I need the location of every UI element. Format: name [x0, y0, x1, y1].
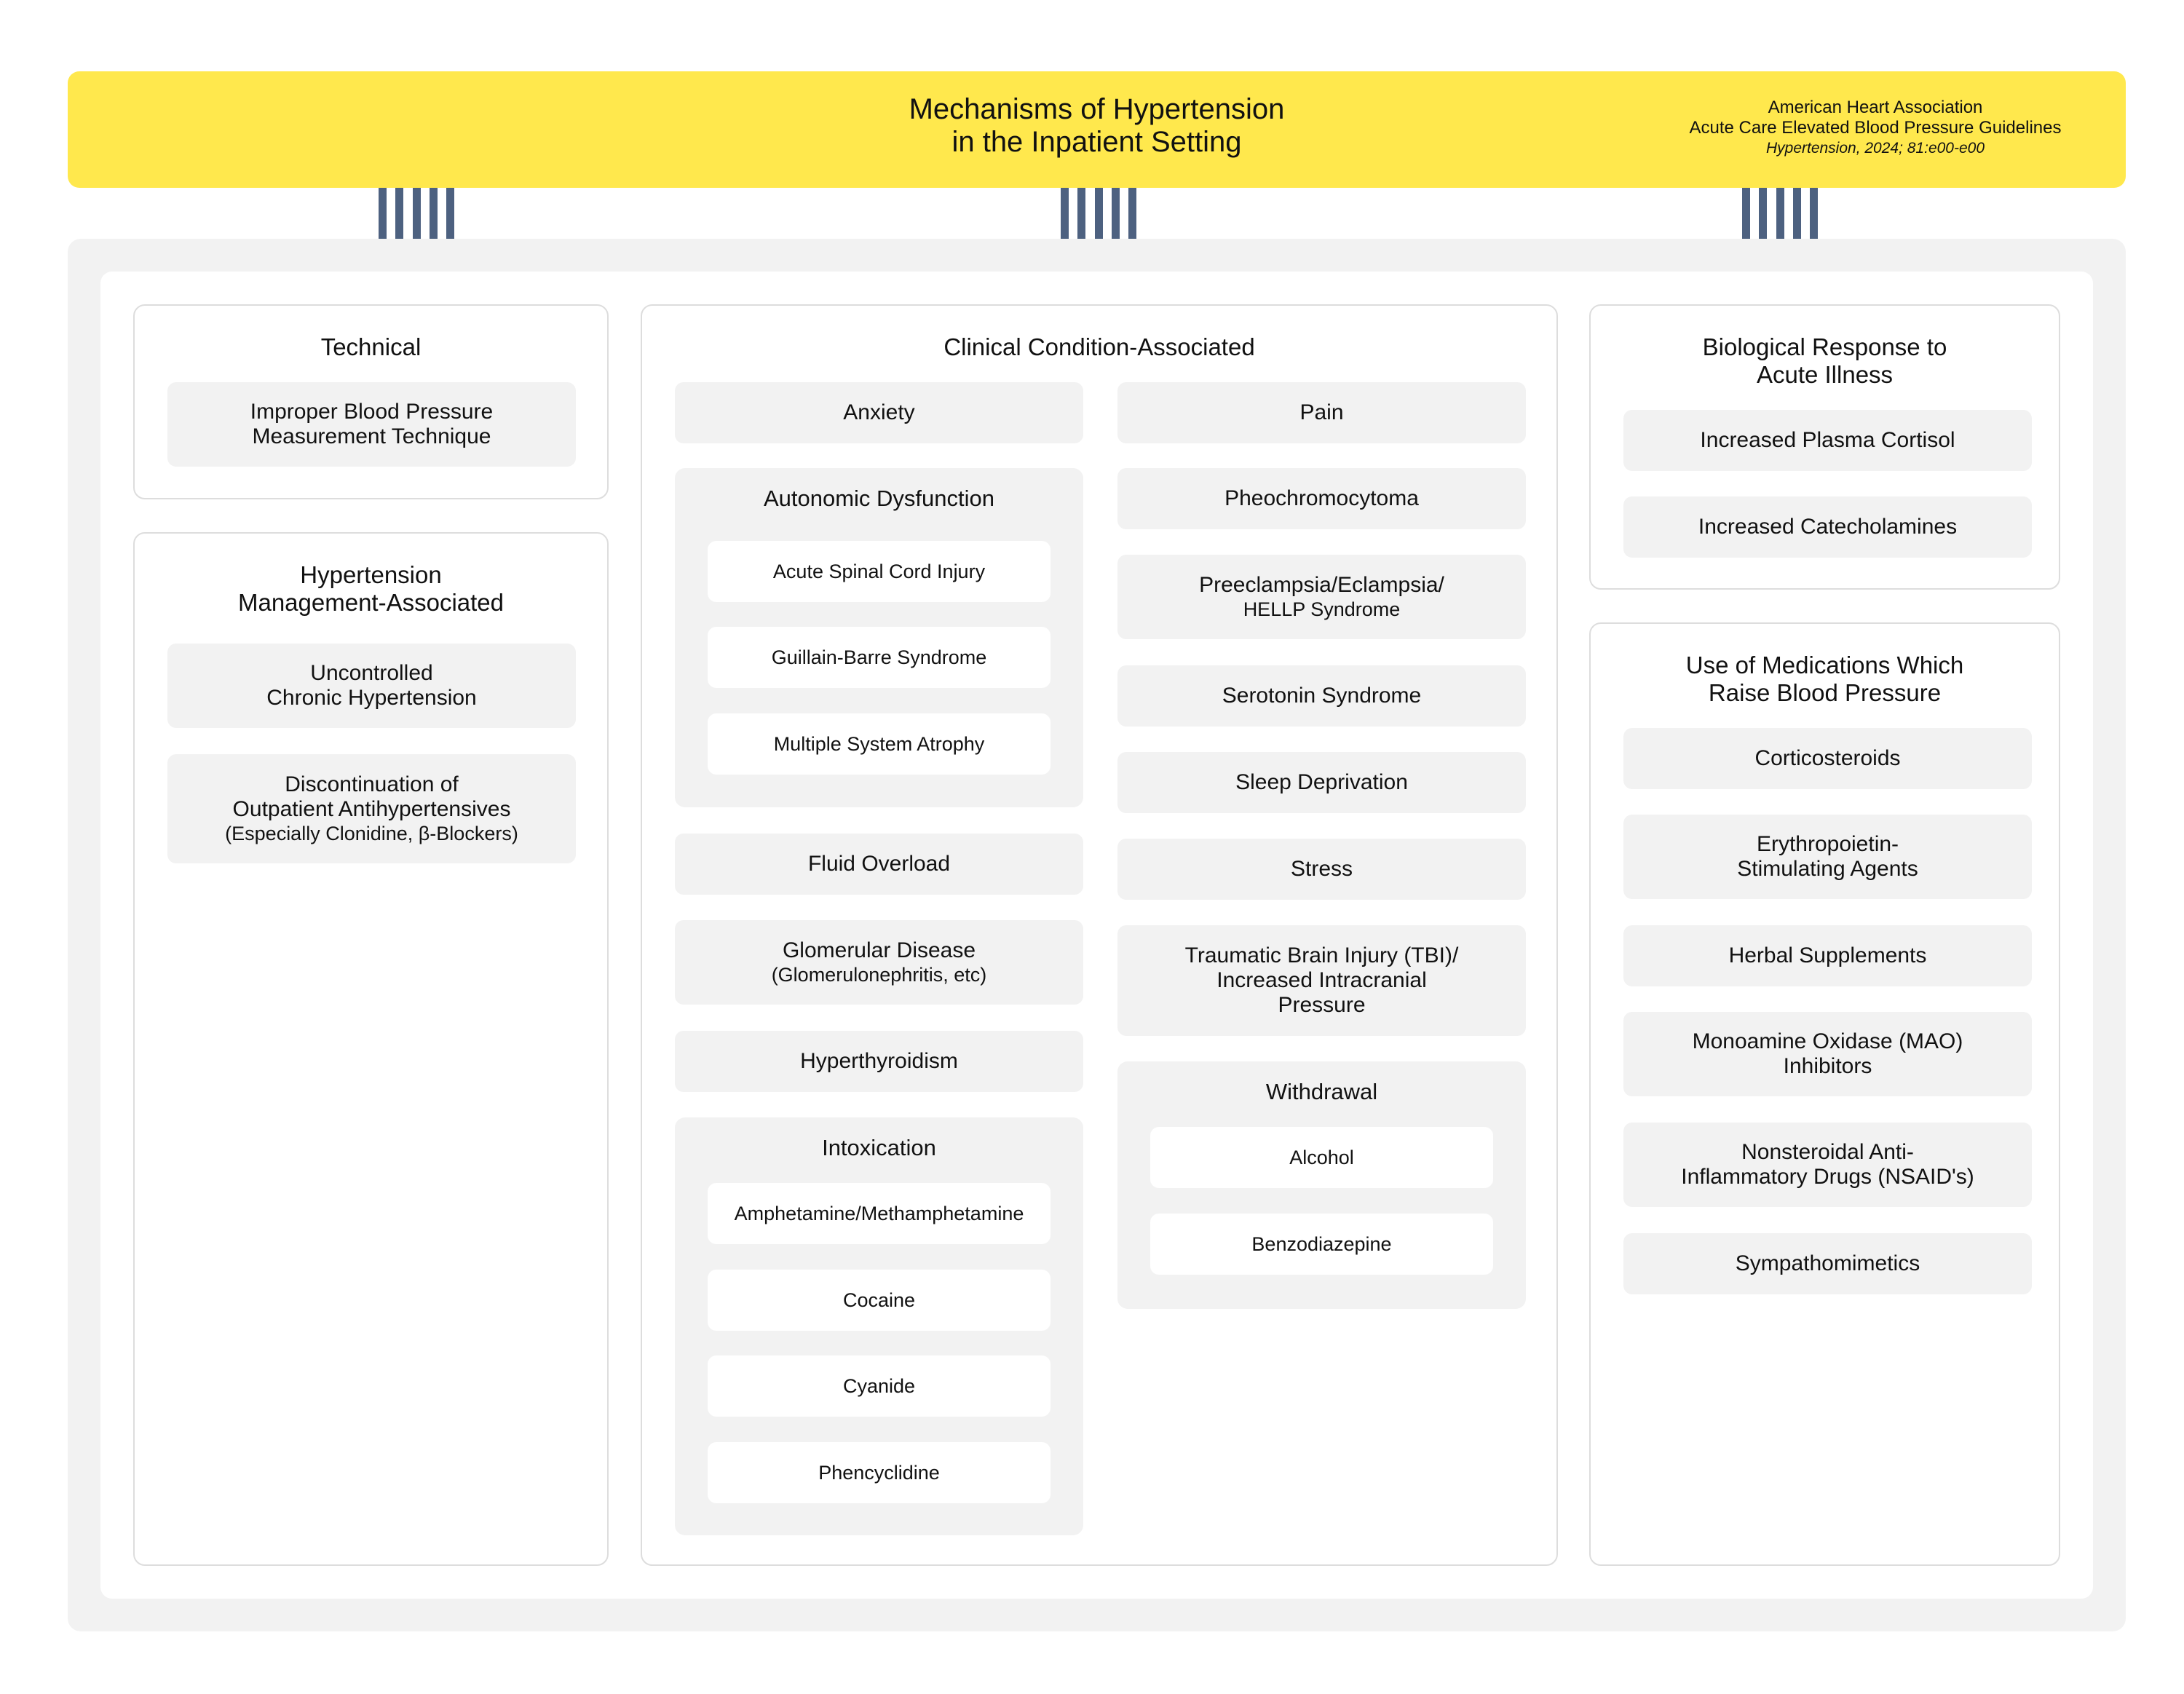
improper-measurement-box: [167, 382, 576, 467]
phencyclidine-label: Phencyclidine: [818, 1462, 940, 1484]
pheochromocytoma-label: Pheochromocytoma: [1224, 486, 1419, 510]
plasma-cortisol-label: Increased Plasma Cortisol: [1700, 428, 1955, 452]
esa-line-2: Stimulating Agents: [1737, 857, 1918, 881]
esa-line-1: Erythropoietin-: [1756, 832, 1899, 856]
management-panel: [133, 532, 609, 1566]
preeclampsia-box: [1117, 555, 1526, 639]
sympathomimetics-box: [1623, 1233, 2032, 1294]
clinical-title-text: Clinical Condition-Associated: [943, 333, 1255, 360]
tbi-box: [1117, 925, 1526, 1036]
corticosteroids-box: [1623, 728, 2032, 789]
title-line-1: Mechanisms of Hypertension: [909, 93, 1285, 125]
cyanide-box: [708, 1355, 1051, 1417]
benzodiazepine-label: Benzodiazepine: [1251, 1233, 1392, 1255]
esa-box: [1623, 815, 2032, 899]
uncontrolled-hypertension-box: [167, 644, 576, 728]
catecholamines-box: [1623, 496, 2032, 558]
sympathomimetics-label: Sympathomimetics: [1735, 1251, 1920, 1275]
tbi-line-1: Traumatic Brain Injury (TBI)/: [1184, 943, 1459, 967]
clinical-title: [642, 333, 1556, 361]
connector-center: [1061, 188, 1136, 239]
stress-box: [1117, 839, 1526, 900]
multiple-system-atrophy-label: Multiple System Atrophy: [773, 733, 985, 755]
discontinuation-box: [167, 754, 576, 863]
preeclampsia-line-2: HELLP Syndrome: [1243, 598, 1401, 620]
plasma-cortisol-box: [1623, 410, 2032, 471]
uncontrolled-line-1: Uncontrolled: [310, 661, 433, 685]
title-line-2: in the Inpatient Setting: [951, 126, 1242, 158]
cocaine-label: Cocaine: [842, 1289, 916, 1311]
categories-container: [68, 239, 2126, 1631]
benzodiazepine-box: [1150, 1214, 1493, 1275]
medications-title: [1591, 652, 2059, 707]
biological-title-line-2: Acute Illness: [1756, 361, 1894, 388]
header-banner: [68, 71, 2126, 188]
management-title: [135, 561, 607, 617]
hyperthyroidism-label: Hyperthyroidism: [800, 1049, 958, 1073]
pheochromocytoma-box: [1117, 468, 1526, 529]
connector-right: [1742, 188, 1818, 239]
nsaid-line-1: Nonsteroidal Anti-: [1741, 1140, 1914, 1164]
uncontrolled-line-2: Chronic Hypertension: [266, 686, 477, 710]
mao-line-2: Inhibitors: [1783, 1054, 1872, 1078]
guillain-barre-box: [708, 627, 1051, 688]
glomerular-line-2: (Glomerulonephritis, etc): [771, 964, 987, 986]
management-title-line-1: Hypertension: [300, 561, 442, 588]
cyanide-label: Cyanide: [842, 1375, 916, 1397]
fluid-overload-box: [675, 834, 1083, 895]
amphetamine-label: Amphetamine/Methamphetamine: [734, 1203, 1024, 1224]
tbi-line-3: Pressure: [1278, 993, 1366, 1017]
tbi-line-2: Increased Intracranial: [1216, 968, 1427, 992]
discontinuation-line-2: Outpatient Antihypertensives: [232, 797, 511, 821]
guillain-barre-label: Guillain-Barre Syndrome: [771, 646, 987, 668]
spinal-cord-injury-label: Acute Spinal Cord Injury: [772, 561, 986, 582]
serotonin-label: Serotonin Syndrome: [1222, 684, 1422, 708]
source-organization: American Heart Association: [1768, 98, 1983, 117]
alcohol-label: Alcohol: [1289, 1147, 1354, 1168]
pain-label: Pain: [1299, 400, 1344, 424]
discontinuation-line-3: (Especially Clonidine, β-Blockers): [225, 823, 518, 844]
cocaine-box: [708, 1270, 1051, 1331]
technical-panel: [133, 304, 609, 499]
autonomic-title: Autonomic Dysfunction: [763, 486, 995, 511]
preeclampsia-line-1: Preeclampsia/Eclampsia/: [1199, 573, 1444, 597]
herbal-supplements-box: [1623, 925, 2032, 986]
medications-title-line-2: Raise Blood Pressure: [1708, 679, 1942, 706]
multiple-system-atrophy-box: [708, 713, 1051, 775]
herbal-label: Herbal Supplements: [1728, 943, 1927, 967]
medications-title-line-1: Use of Medications Which: [1685, 652, 1964, 678]
connector-left: [379, 188, 454, 239]
hyperthyroidism-box: [675, 1031, 1083, 1092]
mao-line-1: Monoamine Oxidase (MAO): [1692, 1029, 1963, 1053]
biological-title: [1591, 333, 2059, 389]
nsaids-box: [1623, 1123, 2032, 1207]
amphetamine-box: [708, 1183, 1051, 1244]
pain-box: [1117, 382, 1526, 443]
anxiety-label: Anxiety: [843, 400, 915, 424]
mao-inhibitors-box: [1623, 1012, 2032, 1096]
nsaid-line-2: Inflammatory Drugs (NSAID's): [1681, 1165, 1974, 1189]
sleep-label: Sleep Deprivation: [1235, 770, 1408, 794]
autonomic-dysfunction-group: [675, 468, 1083, 807]
technical-title-text: Technical: [320, 333, 422, 360]
biological-title-line-1: Biological Response to: [1702, 333, 1947, 360]
corticosteroids-label: Corticosteroids: [1754, 746, 1901, 770]
glomerular-line-1: Glomerular Disease: [782, 938, 976, 962]
withdrawal-title: Withdrawal: [1265, 1079, 1378, 1104]
glomerular-disease-box: [675, 920, 1083, 1005]
intoxication-group: [675, 1117, 1083, 1535]
fluid-overload-label: Fluid Overload: [807, 852, 951, 876]
catecholamines-label: Increased Catecholamines: [1698, 515, 1958, 539]
withdrawal-group: [1117, 1061, 1526, 1309]
discontinuation-line-1: Discontinuation of: [285, 772, 459, 796]
source-guideline: Acute Care Elevated Blood Pressure Guidelines: [1689, 118, 2062, 138]
medications-panel: [1589, 622, 2060, 1566]
improper-line-2: Measurement Technique: [252, 424, 491, 448]
phencyclidine-box: [708, 1442, 1051, 1503]
stress-label: Stress: [1290, 857, 1353, 881]
categories-inner: [100, 272, 2093, 1599]
source-attribution: [1657, 98, 2094, 159]
management-title-line-2: Management-Associated: [237, 589, 505, 616]
source-citation: Hypertension, 2024; 81:e00-e00: [1765, 140, 1985, 157]
biological-panel: [1589, 304, 2060, 590]
anxiety-box: [675, 382, 1083, 443]
sleep-deprivation-box: [1117, 752, 1526, 813]
intoxication-title: Intoxication: [822, 1135, 936, 1160]
alcohol-box: [1150, 1127, 1493, 1188]
technical-title: [135, 333, 607, 361]
clinical-panel: [641, 304, 1558, 1566]
spinal-cord-injury-box: [708, 541, 1051, 602]
serotonin-syndrome-box: [1117, 665, 1526, 727]
improper-line-1: Improper Blood Pressure: [250, 400, 494, 424]
